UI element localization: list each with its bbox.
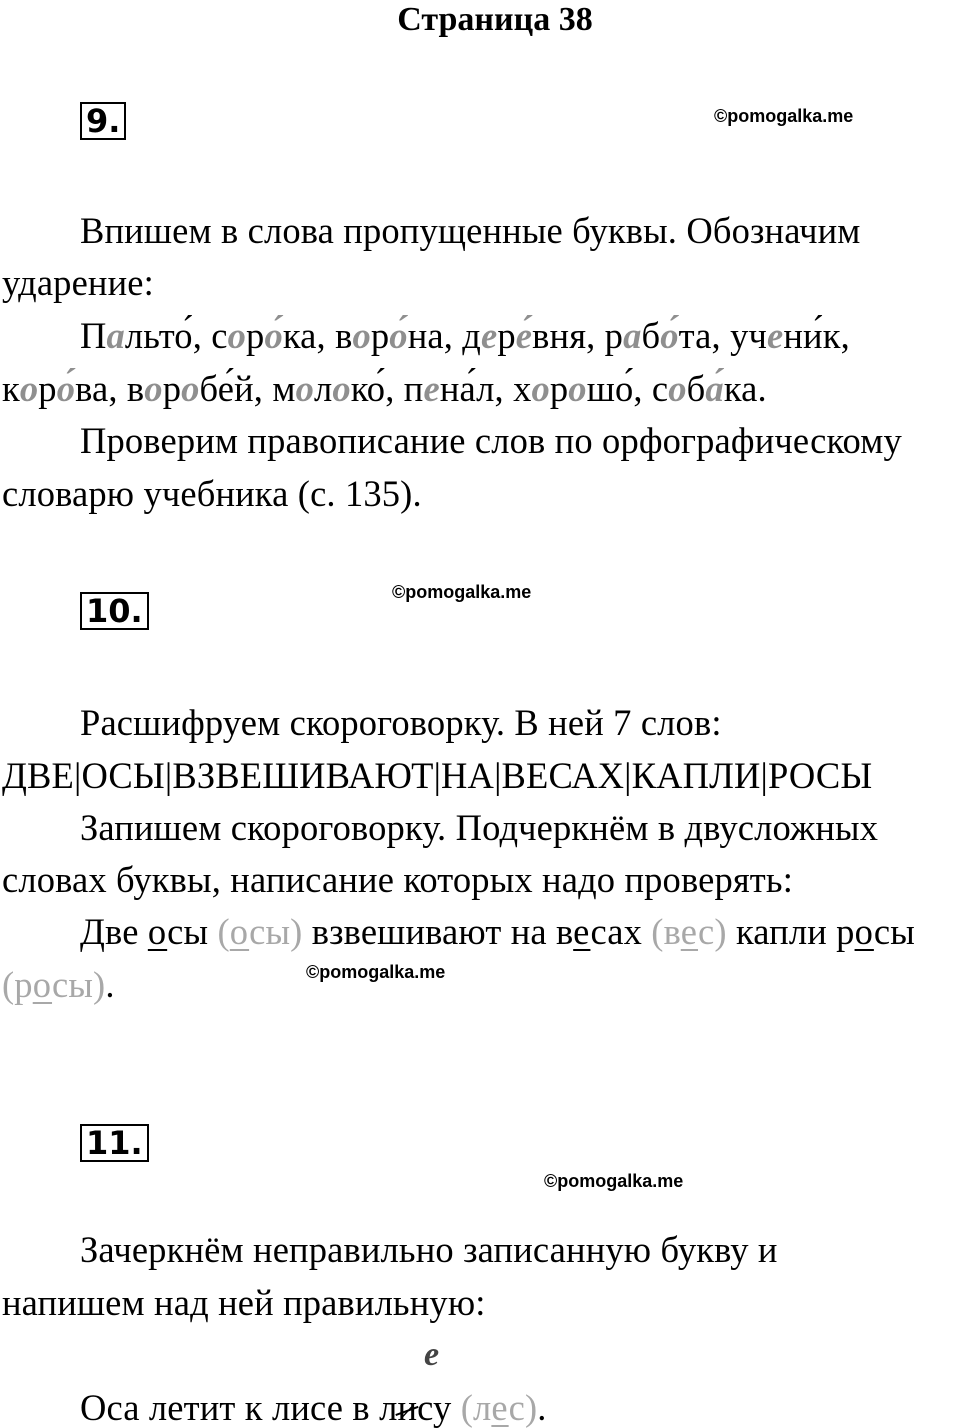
task9-words-line-2: коро́ва, воробе́й, молоко́, пена́л, хорошо́, соба́ка.	[2, 368, 767, 409]
task10-tongue-twister-line-1: Две осы (осы) взвешивают на весах (вес) капли росы	[80, 911, 915, 952]
task9-intro-line-1: Впишем в слова пропущенные буквы. Обозначим	[80, 210, 861, 251]
task-number-9: 9.	[80, 102, 126, 140]
task9-check-line-2: словарю учебника (с. 135).	[2, 473, 422, 514]
task9-check-line-1: Проверим правописание слов по орфографическому	[80, 420, 902, 461]
watermark: ©pomogalka.me	[714, 106, 854, 126]
watermark: ©pomogalka.me	[544, 1171, 684, 1191]
task9-intro-line-2: ударение:	[2, 262, 154, 303]
task-number-10: 10.	[80, 592, 149, 630]
page-title: Страница 38	[397, 1, 593, 38]
task11-line-1: Зачеркнём неправильно записанную букву и	[80, 1229, 778, 1270]
task10-decoded-line: ДВЕ|ОСЫ|ВЗВЕШИВАЮТ|НА|ВЕСАХ|КАПЛИ|РОСЫ	[2, 755, 873, 796]
task11-line-2: напишем над ней правильную:	[2, 1282, 486, 1323]
correction-letter: е	[424, 1336, 440, 1373]
task-number-11: 11.	[80, 1124, 149, 1162]
task9-words-line-1: Пальто́, соро́ка, воро́на, дере́вня, рабо́та, учени́к,	[80, 315, 850, 356]
task10-line-4: словах буквы, написание которых надо проверять:	[2, 859, 793, 900]
watermark: ©pomogalka.me	[392, 582, 532, 602]
task10-line-1: Расшифруем скороговорку. В ней 7 слов:	[80, 702, 722, 743]
task11-sentence: Оса летит к лисе в лису (лес).	[80, 1387, 547, 1428]
task10-line-3: Запишем скороговорку. Подчеркнём в двусложных	[80, 807, 879, 848]
watermark: ©pomogalka.me	[306, 962, 446, 982]
task10-tongue-twister-line-2: (росы).	[2, 964, 115, 1005]
